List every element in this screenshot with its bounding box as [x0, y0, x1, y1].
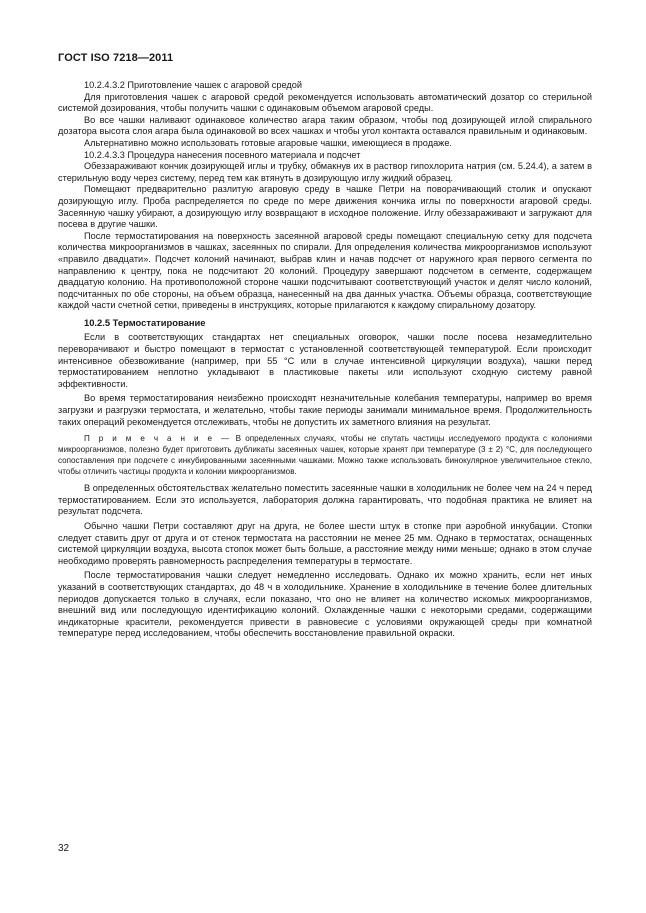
page-number: 32 [58, 843, 70, 854]
note-text: В определенных случаях, чтобы не спутать частицы исследуемого продукта с колониями микроорганизмов, полезно будет приготовить дубликаты засеянных чашек, которые хранят при температуре (3 ± 2) °С, для последующего сопоставления при подсчете с инкубированными засеянными чашками. Можно также использовать бинокулярное увеличительное стекло, чтобы отличить частицы продукта и колонии микроорганизмов. [58, 434, 592, 477]
paragraph: Если в соответствующих стандартах нет специальных оговорок, чашки после посева незамедлительно переворачивают и быстро помещают в термостат с установленной соответствующей температурой. Если происходит интенсивное обезвоживание (например, при 55 °С или в случае интенсивной циркуляции воздуха), чашки перед термостатированием неплотно укладывают в пластиковые пакеты или используют сходную систему равной эффективности. [58, 332, 592, 389]
document-header: ГОСТ ISO 7218—2011 [58, 52, 174, 64]
section-heading: 10.2.5 Термостатирование [84, 316, 206, 328]
subsection-title-10-2-4-3-2: 10.2.4.3.2 Приготовление чашек с агаровой средой [84, 80, 303, 90]
paragraph: После термостатирования чашки следует немедленно исследовать. Однако их можно хранить, если нет иных указаний в соответствующих стандартах, до 48 ч в холодильнике. Хранение в холодильнике в течение более длительных периодов допускается только в случаях, если показано, что оно не влияет на количество искомых микроорганизмов, внешний вид или последующую идентификацию колоний. Охлажденные чашки с некоторыми средами, содержащими индикаторные красители, рекомендуется привести в равновесие с условиями окружающей среды при комнатной температуре перед исследованием, чтобы обеспечить восстановление правильной окраски. [58, 570, 592, 639]
paragraph: Во время термостатирования неизбежно происходят незначительные колебания температуры, например во время загрузки и разгрузки термостата, и желательно, чтобы такие периоды занимали минимальное время. Продолжительность таких операций рекомендуется отслеживать, чтобы не допустить их заметного влияния на результат. [58, 393, 592, 427]
paragraph: Во все чашки наливают одинаковое количество агара таким образом, чтобы под дозирующей иглой спирального дозатора высота слоя агара была одинаковой во всех чашках и чтобы угол контакта оставался правильным и одинаковым. [58, 114, 592, 137]
paragraph: Помещают предварительно разлитую агаровую среду в чашке Петри на поворачивающий столик и опускают дозирующую иглу. Проба распределяется по среде по мере движения кончика иглы по поверхности агаровой среды. Засеянную чашку убирают, а дозирующую иглу возвращают в исходное положение. Иглу обеззараживают и загружают для посева в другие чашки. [58, 184, 592, 230]
note [58, 433, 592, 477]
page-content [58, 80, 592, 640]
subsection-title-10-2-4-3-3: 10.2.4.3.3 Процедура нанесения посевного материала и подсчет [84, 149, 361, 160]
paragraph: Обычно чашки Петри составляют друг на друга, не более шести штук в стопке при аэробной инкубации. Стопки следует ставить друг от друга и от стенок термостата на расстоянии не менее 25 мм. Однако в термостатах, оснащенных системой циркуляции воздуха, высота стопок может быть больше, а расстояние между ними меньше; однако в этом случае необходимо проверять равномерность распределения температуры в термостате. [58, 521, 592, 566]
note-lead: П р и м е ч а н и е — [84, 434, 232, 444]
paragraph: Альтернативно можно использовать готовые агаровые чашки, имеющиеся в продаже. [84, 137, 452, 148]
paragraph: После термостатирования на поверхность засеянной агаровой среды помещают специальную сетку для подсчета количества микроорганизмов в чашках, засеянных по спирали. Для определения количества микроорганизмов используют «правило двадцати». Подсчет колоний начинают, выбрав клин и начав подсчет от наружного края первого сегмента по направлению к центру, пока не подсчитают 20 колоний. Процедуру завершают подсчетом в сегменте, содержащем двадцатую колонию. На противоположной стороне чашки подсчитывают соответствующий участок и делят число колоний, подсчитанных по обе стороны, на объем образца, нанесенный на два данных участка. Объемы образца, соответствующие каждой части счетной сетки, приведены в инструкциях, которые прилагаются к каждому спиральному дозатору. [58, 230, 592, 311]
paragraph: Обеззараживают кончик дозирующей иглы и трубку, обмакнув их в раствор гипохлорита натрия (см. 5.24.4), а затем в стерильную воду через систему, перед тем как втянуть в дозирующую иглу жидкий образец. [58, 161, 592, 183]
paragraph: Для приготовления чашек с агаровой средой рекомендуется использовать автоматический дозатор со стерильной системой дозирования, чтобы получить чашки с одинаковым объемом агаровой среды. [58, 91, 592, 114]
paragraph: В определенных обстоятельствах желательно поместить засеянные чашки в холодильник не более чем на 24 ч перед термостатированием. Если это используется, лаборатория должна гарантировать, что подобная практика не влияет на результат подсчета. [58, 483, 592, 517]
